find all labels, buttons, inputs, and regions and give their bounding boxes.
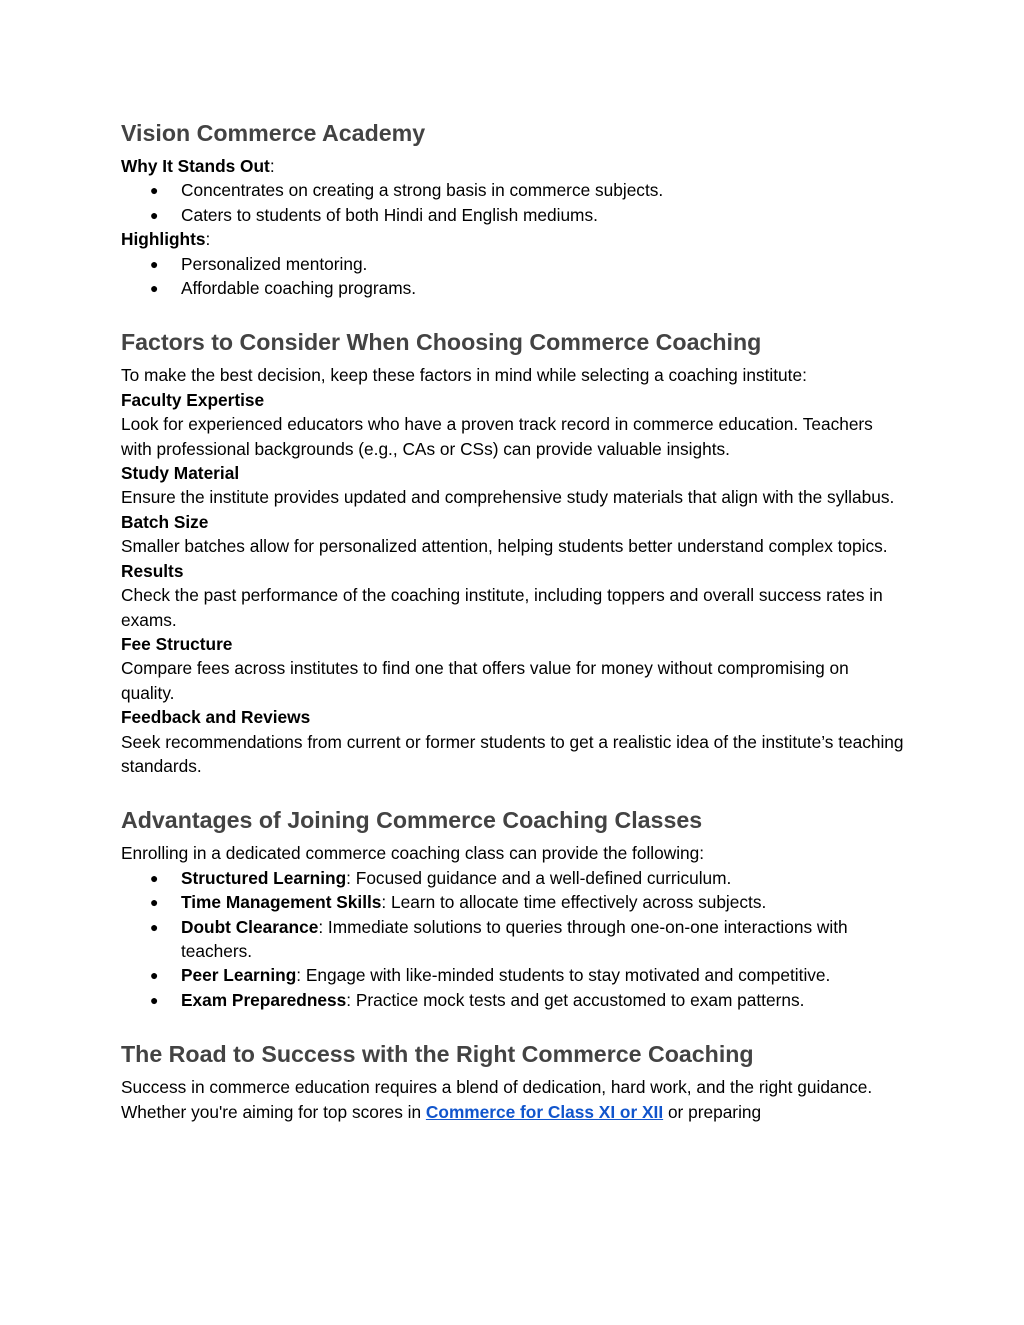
bullet-icon: ●: [150, 967, 159, 984]
bullet-icon: ●: [150, 255, 159, 272]
factor-text: Compare fees across institutes to find one that offers value for money without compromising on quality.: [121, 658, 849, 703]
road-paragraph: [121, 1075, 906, 1124]
bullet-icon: ●: [150, 182, 159, 199]
factor-label: Study Material: [121, 463, 240, 484]
advantage-text: : Practice mock tests and get accustomed to exam patterns.: [346, 989, 805, 1010]
list-item: [121, 276, 906, 300]
list-item: [121, 203, 906, 227]
factor-label: Batch Size: [121, 511, 209, 532]
list-item: [121, 178, 906, 202]
factor-label: Fee Structure: [121, 633, 233, 654]
advantages-list: [121, 866, 906, 1012]
advantage-text: : Engage with like-minded students to stay motivated and competitive.: [296, 965, 831, 986]
academy-section: [121, 118, 906, 300]
advantages-heading: Advantages of Joining Commerce Coaching Classes: [121, 807, 703, 834]
advantage-label: Doubt Clearance: [181, 916, 319, 937]
list-item: [121, 963, 906, 987]
bullet-icon: ●: [150, 280, 159, 297]
academy-heading: Vision Commerce Academy: [121, 120, 426, 146]
factor-label: Results: [121, 560, 184, 581]
list-item-text: Affordable coaching programs.: [181, 278, 417, 299]
list-item: [121, 890, 906, 914]
factor-label: Feedback and Reviews: [121, 707, 311, 728]
advantage-label: Structured Learning: [181, 867, 347, 888]
bullet-icon: ●: [150, 918, 159, 935]
factor-text: Look for experienced educators who have a proven track record in commerce education. Teachers with professional backgrounds (e.g., CAs or CSs) can provide valuable insights.: [121, 414, 873, 459]
highlights-label: Highlights: [121, 229, 206, 250]
factors-section: [121, 327, 906, 778]
road-section: [121, 1039, 906, 1124]
commerce-class-link[interactable]: Commerce for Class XI or XII: [425, 1101, 664, 1122]
advantage-label: Exam Preparedness: [181, 989, 347, 1010]
advantage-text: : Learn to allocate time effectively across subjects.: [381, 892, 767, 913]
highlights-label-line: Highlights:: [121, 229, 211, 250]
advantage-text: : Focused guidance and a well-defined curriculum.: [346, 867, 732, 888]
advantage-text: : Immediate solutions to queries through one-on-one interactions with teachers.: [181, 916, 848, 961]
list-item-text: Concentrates on creating a strong basis in commerce subjects.: [181, 180, 664, 201]
road-heading: The Road to Success with the Right Commerce Coaching: [121, 1041, 754, 1068]
road-text-before: Success in commerce education requires a blend of dedication, hard work, and the right guidance. Whether you're aiming for top scores in: [121, 1077, 873, 1122]
bullet-icon: ●: [150, 869, 159, 886]
list-item: [121, 915, 906, 964]
advantages-section: [121, 805, 906, 1012]
factors-intro: To make the best decision, keep these factors in mind while selecting a coaching institute:: [121, 365, 807, 386]
bullet-icon: ●: [150, 894, 159, 911]
list-item: [121, 988, 906, 1012]
factor-text: Ensure the institute provides updated and comprehensive study materials that align with the syllabus.: [121, 487, 895, 508]
list-item-text: Personalized mentoring.: [181, 253, 368, 274]
factors-heading: Factors to Consider When Choosing Commerce Coaching: [121, 329, 762, 356]
factor-text: Smaller batches allow for personalized attention, helping students better understand complex topics.: [121, 536, 888, 557]
document-content: [121, 118, 906, 1151]
road-text-after: or preparing: [663, 1101, 762, 1122]
why-label: Why It Stands Out: [121, 156, 270, 176]
factor-text: Check the past performance of the coaching institute, including toppers and overall success rates in exams.: [121, 585, 883, 630]
bullet-icon: ●: [150, 991, 159, 1008]
bullet-icon: ●: [150, 206, 159, 223]
advantages-intro: Enrolling in a dedicated commerce coaching class can provide the following:: [121, 843, 705, 864]
why-label-line: Why It Stands Out:: [121, 156, 275, 176]
list-item: [121, 866, 906, 890]
advantage-label: Time Management Skills: [181, 892, 382, 913]
list-item: [121, 252, 906, 276]
highlights-list: [121, 252, 906, 301]
advantage-label: Peer Learning: [181, 965, 297, 986]
factor-text: Seek recommendations from current or former students to get a realistic idea of the institute’s teaching standards.: [121, 731, 904, 776]
factor-label: Faculty Expertise: [121, 389, 265, 410]
why-list: [121, 178, 906, 227]
list-item-text: Caters to students of both Hindi and English mediums.: [181, 204, 598, 225]
